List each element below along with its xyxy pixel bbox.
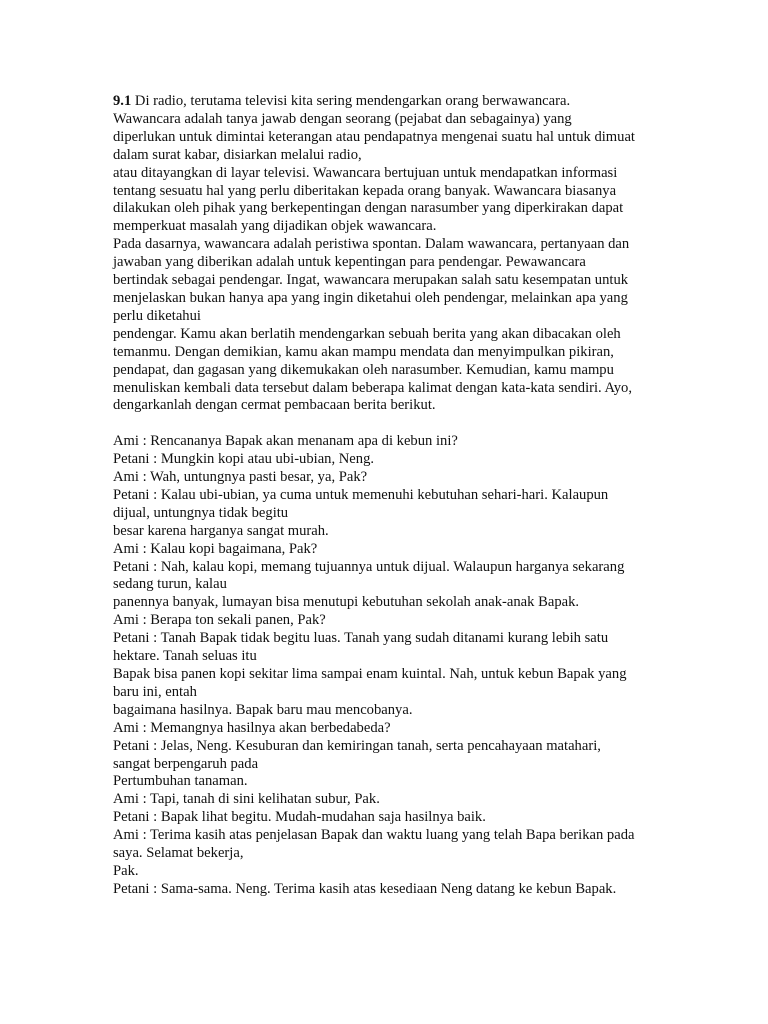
dialogue-line: bagaimana hasilnya. Bapak baru mau mencobanya.	[113, 701, 413, 718]
dialogue-line: sedang turun, kalau	[113, 576, 227, 593]
intro-line	[113, 93, 658, 111]
dialogue-line: sangat berpengaruh pada	[113, 755, 259, 772]
intro-line: pendapat, dan gagasan yang dikemukakan oleh narasumber. Kemudian, kamu mampu	[113, 361, 614, 378]
intro-line: menjelaskan bukan hanya apa yang ingin diketahui oleh pendengar, melainkan apa yang	[113, 289, 628, 306]
dialogue-line: panennya banyak, lumayan bisa menutupi kebutuhan sekolah anak-anak Bapak.	[113, 594, 580, 611]
dialogue-line: Pertumbuhan tanaman.	[113, 773, 248, 790]
dialogue-line: Ami : Wah, untungnya pasti besar, ya, Pak?	[113, 469, 368, 486]
section-number: 9.1	[113, 93, 132, 109]
intro-line: Pada dasarnya, wawancara adalah peristiwa spontan. Dalam wawancara, pertanyaan dan	[113, 236, 630, 253]
dialogue-line: Ami : Kalau kopi bagaimana, Pak?	[113, 540, 318, 557]
dialogue-line: dijual, untungnya tidak begitu	[113, 504, 289, 521]
intro-paragraph	[113, 93, 658, 415]
dialogue-line: Petani : Tanah Bapak tidak begitu luas. Tanah yang sudah ditanami kurang lebih satu	[113, 630, 609, 647]
dialogue-line: Ami : Rencananya Bapak akan menanam apa di kebun ini?	[113, 433, 458, 450]
dialogue-line: saya. Selamat bekerja,	[113, 845, 244, 862]
dialogue-line: hektare. Tanah seluas itu	[113, 648, 257, 665]
intro-line: menuliskan kembali data tersebut dalam beberapa kalimat dengan kata-kata sendiri. Ayo,	[113, 379, 632, 396]
dialogue-line: Ami : Memangnya hasilnya akan berbedabeda?	[113, 719, 391, 736]
intro-line: dalam surat kabar, disiarkan melalui radio,	[113, 146, 362, 163]
intro-line: pendengar. Kamu akan berlatih mendengarkan sebuah berita yang akan dibacakan oleh	[113, 325, 621, 342]
dialogue-line: Ami : Tapi, tanah di sini kelihatan subur, Pak.	[113, 791, 380, 808]
dialogue-line: Bapak bisa panen kopi sekitar lima sampai enam kuintal. Nah, untuk kebun Bapak yang	[113, 665, 627, 682]
interview-dialogue	[113, 433, 658, 899]
dialogue-line: baru ini, entah	[113, 683, 197, 700]
dialogue-line: Pak.	[113, 862, 139, 879]
dialogue-line: Petani : Kalau ubi-ubian, ya cuma untuk memenuhi kebutuhan sehari-hari. Kalaupun	[113, 486, 609, 503]
dialogue-line: Petani : Nah, kalau kopi, memang tujuannya untuk dijual. Walaupun harganya sekarang	[113, 558, 625, 575]
intro-line: temanmu. Dengan demikian, kamu akan mampu mendata dan menyimpulkan pikiran,	[113, 343, 614, 360]
intro-line: perlu diketahui	[113, 307, 201, 324]
dialogue-line: Petani : Sama-sama. Neng. Terima kasih atas kesediaan Neng datang ke kebun Bapak.	[113, 880, 617, 897]
intro-line: memperkuat masalah yang dijadikan objek wawancara.	[113, 218, 437, 235]
intro-line: jawaban yang diberikan adalah untuk kepentingan para pendengar. Pewawancara	[113, 254, 586, 271]
dialogue-line: Petani : Bapak lihat begitu. Mudah-mudahan saja hasilnya baik.	[113, 809, 486, 826]
intro-line: tentang sesuatu hal yang perlu diberitakan kepada orang banyak. Wawancara biasanya	[113, 182, 617, 199]
dialogue-line: Ami : Berapa ton sekali panen, Pak?	[113, 612, 326, 629]
intro-line: diperlukan untuk dimintai keterangan atau pendapatnya mengenai suatu hal untuk dimuat	[113, 128, 635, 145]
paragraph-gap	[113, 415, 658, 433]
intro-line-text: Di radio, terutama televisi kita sering mendengarkan orang berwawancara.	[131, 93, 571, 109]
document-page	[113, 93, 658, 899]
dialogue-line: Petani : Mungkin kopi atau ubi-ubian, Neng.	[113, 451, 375, 468]
intro-line: dengarkanlah dengan cermat pembacaan berita berikut.	[113, 397, 436, 414]
intro-line: Wawancara adalah tanya jawab dengan seorang (pejabat dan sebagainya) yang	[113, 110, 572, 127]
dialogue-line: Petani : Jelas, Neng. Kesuburan dan kemiringan tanah, serta pencahayaan matahari,	[113, 737, 601, 754]
intro-line: atau ditayangkan di layar televisi. Wawancara bertujuan untuk mendapatkan informasi	[113, 164, 618, 181]
dialogue-line: Ami : Terima kasih atas penjelasan Bapak dan waktu luang yang telah Bapa berikan pada	[113, 827, 635, 844]
dialogue-line: besar karena harganya sangat murah.	[113, 522, 329, 539]
intro-line: dilakukan oleh pihak yang berkepentingan dengan narasumber yang diperkirakan dapat	[113, 200, 624, 217]
intro-line: bertindak sebagai pendengar. Ingat, wawancara merupakan salah satu kesempatan untuk	[113, 272, 629, 289]
